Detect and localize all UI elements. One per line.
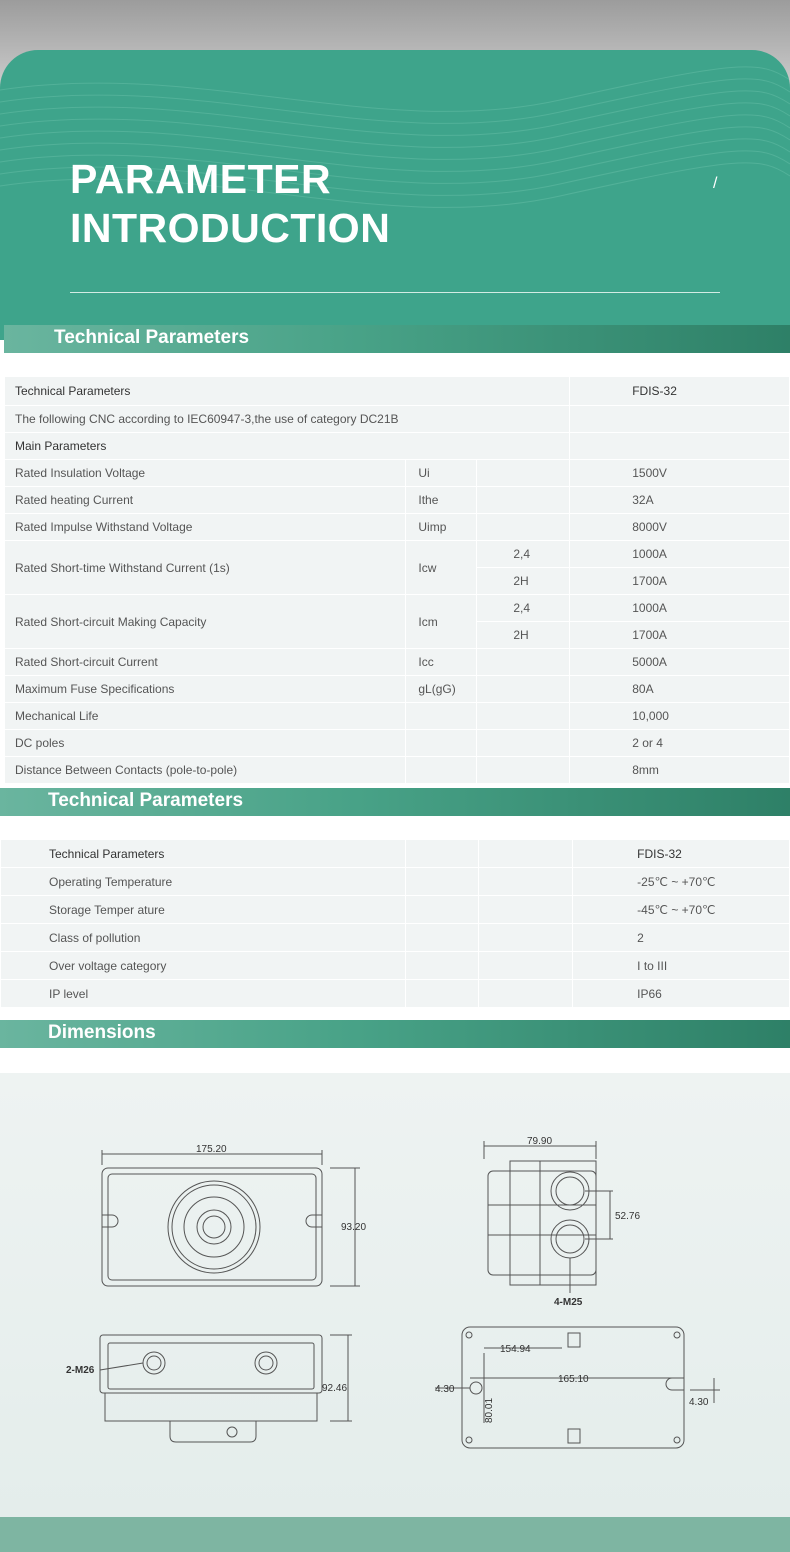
row-code: Icc	[406, 649, 477, 676]
row-pole: 2,4	[477, 541, 570, 568]
table-row	[1, 868, 790, 896]
row-pole: 2H	[477, 568, 570, 595]
section-header-technical-parameters-2	[0, 788, 790, 816]
back-vertical-label: 80.01	[484, 1397, 495, 1423]
section-header-technical-parameters	[4, 325, 790, 353]
table-row	[5, 487, 790, 514]
hero-slash: /	[713, 175, 718, 192]
row-value: IP66	[573, 980, 790, 1008]
row-value: 80A	[570, 676, 790, 703]
hero-divider	[70, 292, 720, 293]
table-row	[5, 541, 790, 568]
table-row	[1, 924, 790, 952]
side-gland-label: 4-M25	[554, 1297, 583, 1308]
table-row	[5, 730, 790, 757]
row-label: Rated Short-circuit Making Capacity	[5, 595, 406, 649]
table-row	[5, 676, 790, 703]
bottom-height-label: 92.46	[322, 1383, 348, 1394]
front-height-label: 93.20	[341, 1222, 367, 1233]
bottom-gland-label: 2-M26	[66, 1365, 95, 1376]
row-code	[406, 703, 477, 730]
table-row	[5, 595, 790, 622]
table-row	[5, 757, 790, 784]
row-value: I to III	[573, 952, 790, 980]
row-value: -45℃ ~ +70℃	[573, 896, 790, 924]
table-row	[1, 980, 790, 1008]
header-label: Technical Parameters	[1, 840, 406, 868]
table-header-row	[1, 840, 790, 868]
section-title: Technical Parameters	[48, 790, 244, 811]
row-label: Storage Temper ature	[1, 896, 406, 924]
row-label: Class of pollution	[1, 924, 406, 952]
table-row	[5, 514, 790, 541]
back-right-label: 4.30	[689, 1397, 709, 1408]
row-value: 1700A	[570, 622, 790, 649]
row-label: Rated Impulse Withstand Voltage	[5, 514, 406, 541]
section-header-dimensions	[0, 1020, 790, 1048]
row-label: DC poles	[5, 730, 406, 757]
row-label: Over voltage category	[1, 952, 406, 980]
row-label: Distance Between Contacts (pole-to-pole)	[5, 757, 406, 784]
row-value: 10,000	[570, 703, 790, 730]
row-label: Rated Short-circuit Current	[5, 649, 406, 676]
title-line-2: INTRODUCTION	[70, 205, 391, 251]
row-label: IP level	[1, 980, 406, 1008]
row-code: Ithe	[406, 487, 477, 514]
table-row	[5, 433, 790, 460]
side-width-label: 79.90	[527, 1136, 553, 1147]
row-value: 8mm	[570, 757, 790, 784]
row-label: Rated Short-time Withstand Current (1s)	[5, 541, 406, 595]
technical-parameters-table	[4, 376, 790, 784]
side-spacing-label: 52.76	[615, 1211, 641, 1222]
row-label: Mechanical Life	[5, 703, 406, 730]
table-row	[5, 703, 790, 730]
row-code: Icw	[406, 541, 477, 595]
environment-parameters-table	[0, 839, 790, 1008]
row-label: Rated heating Current	[5, 487, 406, 514]
row-value: 1000A	[570, 541, 790, 568]
row-code: Icm	[406, 595, 477, 649]
row-value: 2	[573, 924, 790, 952]
footer-bar	[0, 1517, 790, 1552]
row-pole: 2,4	[477, 595, 570, 622]
row-value: -25℃ ~ +70℃	[573, 868, 790, 896]
row-value: 32A	[570, 487, 790, 514]
section-title: Dimensions	[48, 1022, 156, 1043]
row-code: Ui	[406, 460, 477, 487]
row-value: 8000V	[570, 514, 790, 541]
back-a-label: 154.94	[500, 1344, 531, 1355]
back-b-label: 165.10	[558, 1374, 589, 1385]
back-left-label: 4.30	[435, 1384, 455, 1395]
row-code: gL(gG)	[406, 676, 477, 703]
row-code: Uimp	[406, 514, 477, 541]
title-line-1: PARAMETER	[70, 156, 332, 202]
row-code	[406, 730, 477, 757]
table-row	[1, 896, 790, 924]
row-value: 5000A	[570, 649, 790, 676]
header-label: Technical Parameters	[5, 377, 570, 406]
table-row	[1, 952, 790, 980]
hero-banner	[0, 50, 790, 340]
table-header-row	[5, 377, 790, 406]
table-row	[5, 406, 790, 433]
row-value: 2 or 4	[570, 730, 790, 757]
row-value: 1000A	[570, 595, 790, 622]
row-label: Maximum Fuse Specifications	[5, 676, 406, 703]
row-label: Operating Temperature	[1, 868, 406, 896]
row-value: 1700A	[570, 568, 790, 595]
page-title	[70, 155, 390, 253]
row-code	[406, 757, 477, 784]
row-value: 1500V	[570, 460, 790, 487]
header-value: FDIS-32	[573, 840, 790, 868]
front-width-label: 175.20	[196, 1144, 227, 1155]
row-pole: 2H	[477, 622, 570, 649]
table-row	[5, 649, 790, 676]
standard-note: The following CNC according to IEC60947-3,the use of category DC21B	[5, 406, 570, 433]
row-label: Rated Insulation Voltage	[5, 460, 406, 487]
main-parameters-label: Main Parameters	[5, 433, 570, 460]
dimension-labels	[0, 1073, 790, 1517]
section-title: Technical Parameters	[54, 327, 250, 348]
header-value: FDIS-32	[570, 377, 790, 406]
table-row	[5, 460, 790, 487]
